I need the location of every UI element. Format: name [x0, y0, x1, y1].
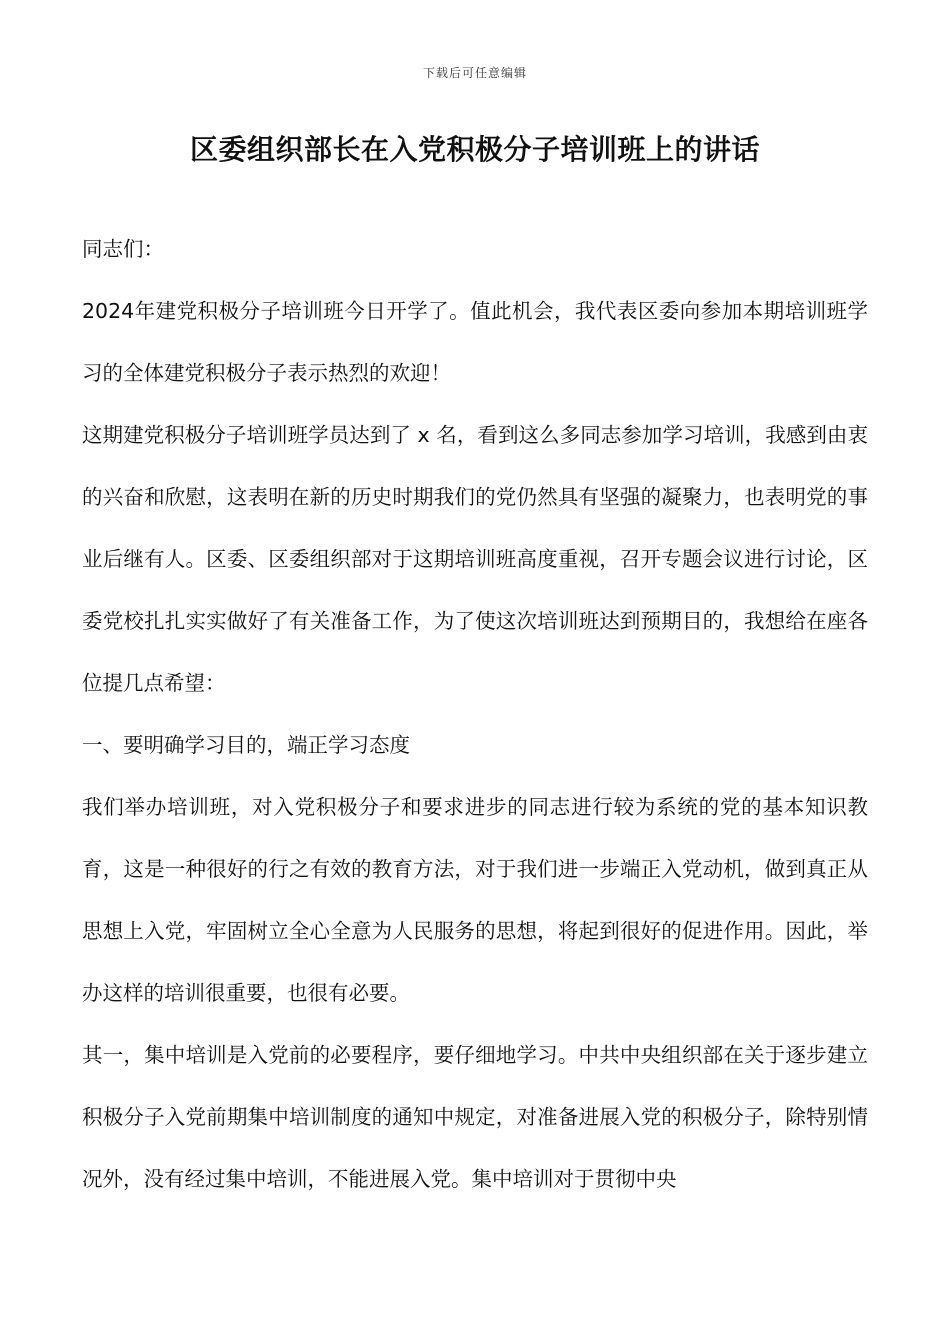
point-1-paragraph: 其一，集中培训是入党前的必要程序，要仔细地学习。中共中央组织部在关于逐步建立积极分子入党前期集中培训制度的通知中规定，对准备进展入党的积极分子，除特别情况外，没有经过集中培训，不能进展入党。集中培训对于贯彻中央 — [82, 1043, 868, 1191]
salutation-paragraph: 同志们： — [82, 237, 164, 261]
section-heading-1: 一、要明确学习目的，端正学习态度 — [82, 733, 410, 757]
context-paragraph: 这期建党积极分子培训班学员达到了 x 名，看到这么多同志参加学习培训，我感到由衷的兴奋和欣慰，这表明在新的历史时期我们的党仍然具有坚强的凝聚力，也表明党的事业后继有人。区委、区委组织部对于这期培训班高度重视，召开专题会议进行讨论，区委党校扎扎实实做好了有关准备工作，为了使这次培训班达到预期目的，我想给在座各位提几点希望： — [82, 423, 868, 695]
document-title: 区委组织部长在入党积极分子培训班上的讲话 — [189, 133, 760, 166]
header-note: 下载后可任意编辑 — [422, 66, 527, 80]
document-body — [82, 218, 868, 1210]
opening-paragraph: 2024年建党积极分子培训班今日开学了。值此机会，我代表区委向参加本期培训班学习的全体建党积极分子表示热烈的欢迎！ — [82, 299, 868, 385]
section-1-paragraph: 我们举办培训班，对入党积极分子和要求进步的同志进行较为系统的党的基本知识教育，这是一种很好的行之有效的教育方法，对于我们进一步端正入党动机，做到真正从思想上入党，牢固树立全心全意为人民服务的思想，将起到很好的促进作用。因此，举办这样的培训很重要，也很有必要。 — [82, 795, 868, 1005]
